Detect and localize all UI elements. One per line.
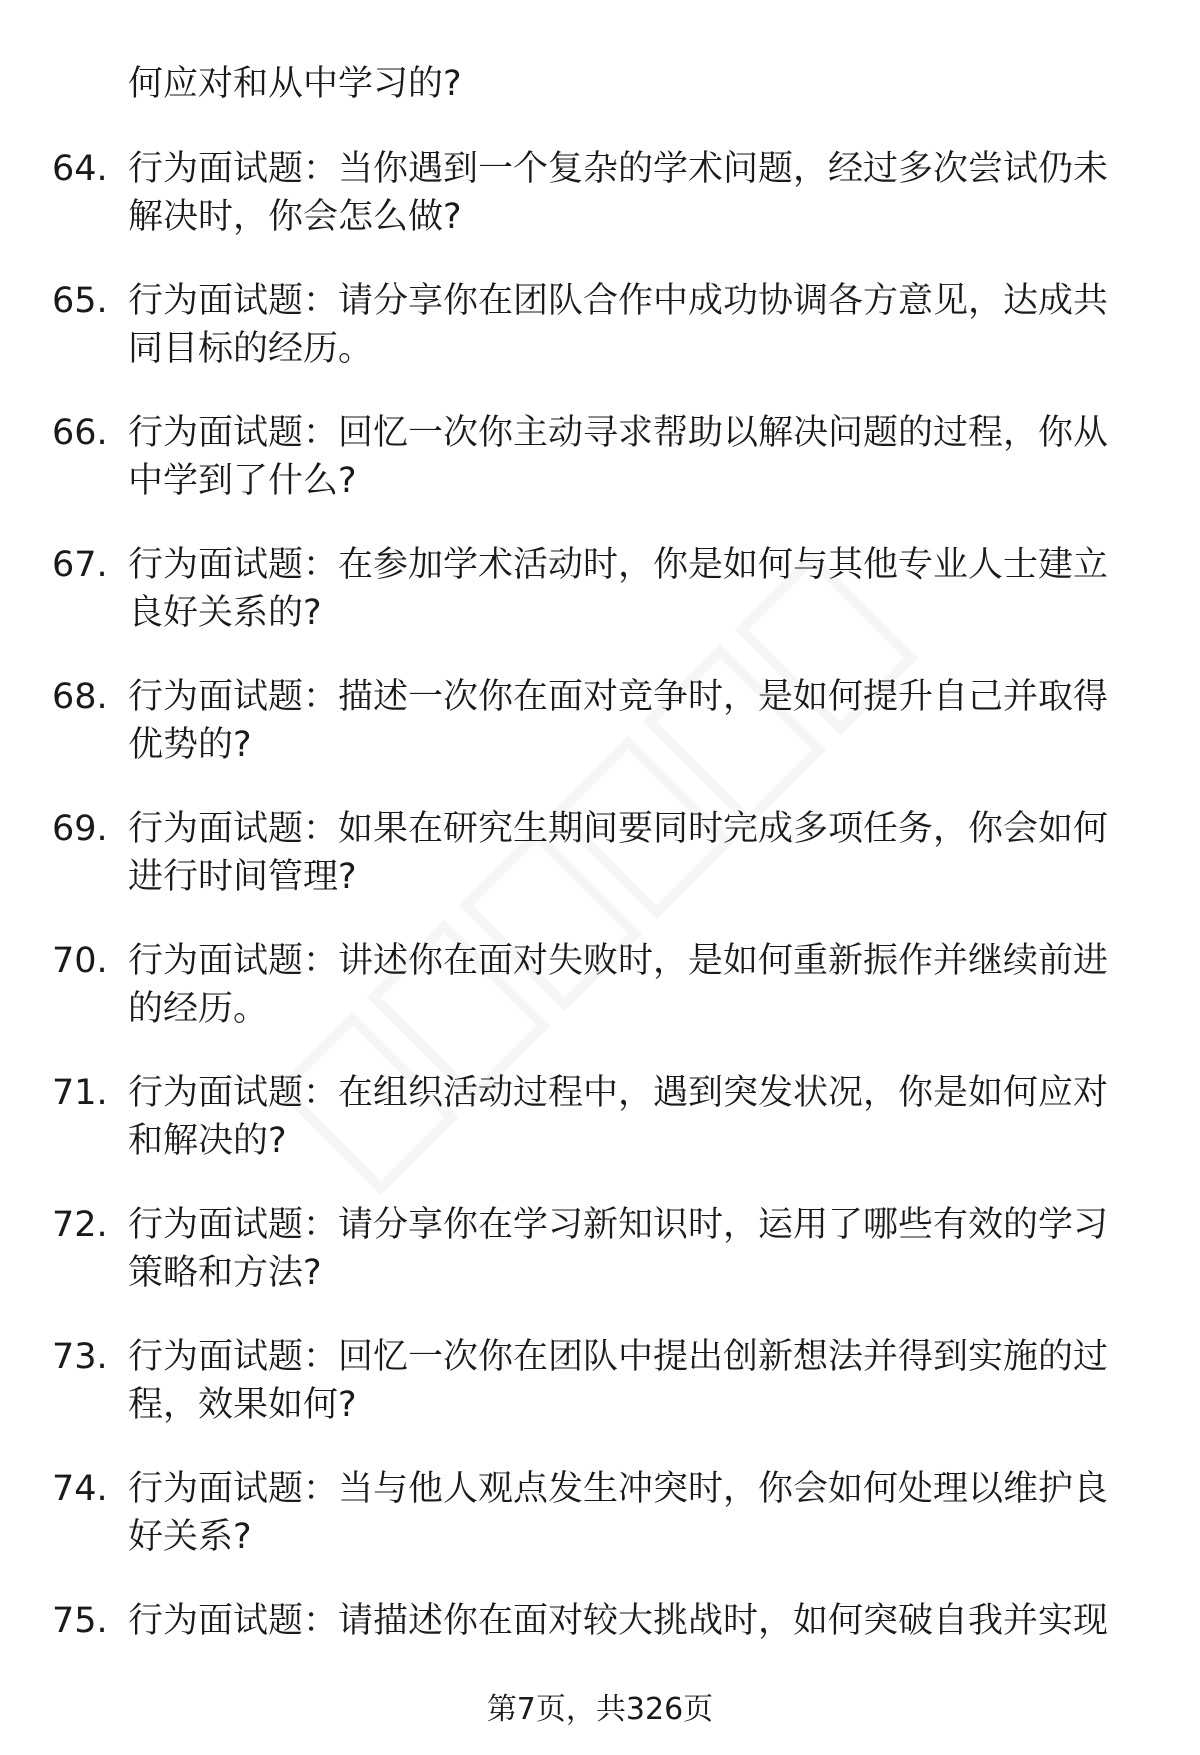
question-item — [0, 937, 1200, 1069]
question-text: 行为面试题：回忆一次你在团队中提出创新想法并得到实施的过程，效果如何? — [128, 1337, 1109, 1425]
question-text: 行为面试题：在组织活动过程中，遇到突发状况，你是如何应对和解决的? — [128, 1073, 1109, 1161]
question-item — [0, 277, 1200, 409]
question-number: 72. — [52, 1205, 108, 1245]
question-item — [0, 1333, 1200, 1465]
question-item — [0, 1069, 1200, 1201]
question-item — [0, 1465, 1200, 1597]
question-number: 70. — [52, 941, 108, 981]
question-number: 66. — [52, 413, 108, 453]
question-number: 69. — [52, 809, 108, 849]
page-footer: 第7页，共326页 — [486, 1692, 714, 1727]
continuation-text: 何应对和从中学习的? — [128, 64, 462, 104]
question-item — [0, 145, 1200, 277]
question-item — [0, 409, 1200, 541]
question-text: 行为面试题：请分享你在团队合作中成功协调各方意见，达成共同目标的经历。 — [128, 281, 1109, 369]
question-list — [0, 145, 1200, 1729]
question-text: 行为面试题：回忆一次你主动寻求帮助以解决问题的过程，你从中学到了什么? — [128, 413, 1109, 501]
question-item — [0, 1201, 1200, 1333]
question-number: 64. — [52, 149, 108, 189]
question-text: 行为面试题：在参加学术活动时，你是如何与其他专业人士建立良好关系的? — [128, 545, 1109, 633]
question-number: 74. — [52, 1469, 108, 1509]
question-text: 行为面试题：请描述你在面对较大挑战时，如何突破自我并实现 — [128, 1601, 1109, 1641]
question-item — [0, 805, 1200, 937]
question-number: 75. — [52, 1601, 108, 1641]
question-item — [0, 673, 1200, 805]
question-text: 行为面试题：当与他人观点发生冲突时，你会如何处理以维护良好关系? — [128, 1469, 1109, 1557]
question-item — [0, 541, 1200, 673]
question-text: 行为面试题：如果在研究生期间要同时完成多项任务，你会如何进行时间管理? — [128, 809, 1109, 897]
question-number: 67. — [52, 545, 108, 585]
question-text: 行为面试题：描述一次你在面对竞争时，是如何提升自己并取得优势的? — [128, 677, 1109, 765]
question-text: 行为面试题：请分享你在学习新知识时，运用了哪些有效的学习策略和方法? — [128, 1205, 1109, 1293]
question-number: 71. — [52, 1073, 108, 1113]
question-number: 65. — [52, 281, 108, 321]
question-number: 73. — [52, 1337, 108, 1377]
question-number: 68. — [52, 677, 108, 717]
question-text: 行为面试题：当你遇到一个复杂的学术问题，经过多次尝试仍未解决时，你会怎么做? — [128, 149, 1109, 237]
question-text: 行为面试题：讲述你在面对失败时，是如何重新振作并继续前进的经历。 — [128, 941, 1109, 1029]
